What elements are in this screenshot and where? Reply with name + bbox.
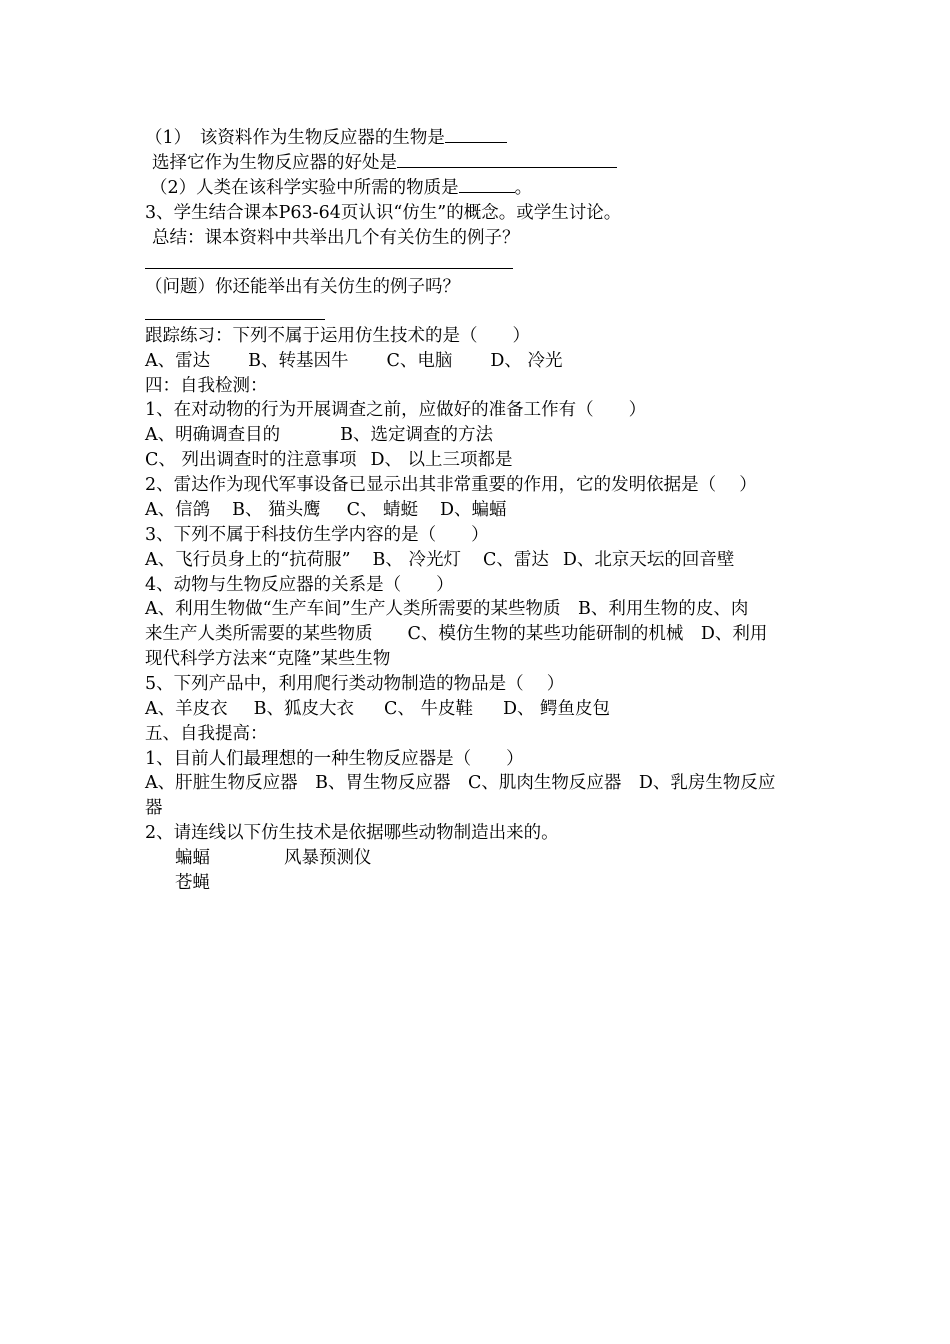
check-q4: 4、动物与生物反应器的关系是（ ） bbox=[145, 575, 454, 595]
check-q4-options-line-1: A、利用生物做“生产车间”生产人类所需要的某些物质 B、利用生物的皮、肉 bbox=[145, 599, 749, 619]
option-a: A、信鸽 bbox=[145, 500, 211, 520]
option-a: A、雷达 bbox=[145, 351, 211, 371]
check-q3-options bbox=[145, 548, 734, 572]
advantage-text: 选择它作为生物反应器的好处是 bbox=[152, 153, 397, 173]
check-q1: 1、在对动物的行为开展调查之前，应做好的准备工作有（ ） bbox=[145, 400, 647, 420]
check-q1-options-cd bbox=[145, 448, 513, 472]
option-b: B、 冷光灯 bbox=[372, 550, 461, 570]
option-b: B、选定调查的方法 bbox=[340, 425, 494, 445]
check-q4-options-line-2: 来生产人类所需要的某些物质 C、模仿生物的某些功能研制的机械 D、利用 bbox=[145, 624, 768, 644]
option-d: D、 冷光 bbox=[490, 351, 563, 371]
option-c: C、雷达 bbox=[482, 550, 549, 570]
option-c: C、 牛皮鞋 bbox=[384, 699, 473, 719]
option-b: B、狐皮大衣 bbox=[253, 699, 355, 719]
practice-options bbox=[145, 349, 563, 373]
matching-row-2 bbox=[175, 871, 210, 895]
option-a: A、明确调查目的 bbox=[145, 425, 281, 445]
answer-blank[interactable] bbox=[445, 126, 507, 143]
improve-q1: 1、目前人们最理想的一种生物反应器是（ ） bbox=[145, 749, 524, 769]
tech-storm-predictor[interactable]: 风暴预测仪 bbox=[284, 848, 372, 868]
check-q2-options bbox=[145, 498, 507, 522]
item-3-line: 3、学生结合课本P63-64页认识“仿生”的概念。或学生讨论。 bbox=[145, 203, 622, 223]
option-b: B、转基因牛 bbox=[248, 351, 349, 371]
check-q3: 3、下列不属于科技仿生学内容的是（ ） bbox=[145, 525, 489, 545]
check-q4-options-line-3: 现代科学方法来“克隆”某些生物 bbox=[145, 649, 391, 669]
problem-line: （问题）你还能举出有关仿生的例子吗？ bbox=[145, 277, 460, 297]
option-b: B、 猫头鹰 bbox=[232, 500, 321, 520]
option-c: C、电脑 bbox=[386, 351, 453, 371]
check-q5: 5、下列产品中，利用爬行类动物制造的物品是（ ） bbox=[145, 674, 565, 694]
check-q1-options-ab bbox=[145, 423, 493, 447]
question-1-text: （1） 该资料作为生物反应器的生物是 bbox=[145, 128, 445, 148]
question-2-text: （2）人类在该科学实验中所需的物质是 bbox=[150, 178, 459, 198]
advantage-line bbox=[152, 151, 617, 175]
animal-bat[interactable]: 蝙蝠 bbox=[175, 848, 210, 868]
option-c: C、 列出调查时的注意事项 bbox=[145, 450, 357, 470]
option-c: C、 蜻蜓 bbox=[346, 500, 419, 520]
period: 。 bbox=[514, 178, 533, 198]
section-5-heading: 五、自我提高： bbox=[145, 724, 268, 744]
check-q5-options bbox=[145, 697, 610, 721]
improve-q1-options: A、肝脏生物反应器 B、胃生物反应器 C、肌肉生物反应器 D、乳房生物反应 bbox=[145, 773, 776, 793]
matching-row-1 bbox=[175, 846, 372, 870]
option-a: A、飞行员身上的“抗荷服” bbox=[145, 550, 351, 570]
answer-blank[interactable] bbox=[459, 176, 515, 193]
option-d: D、 鳄鱼皮包 bbox=[502, 699, 611, 719]
question-2-line bbox=[150, 176, 532, 200]
question-1-line bbox=[145, 126, 507, 150]
summary-line: 总结：课本资料中共举出几个有关仿生的例子？ bbox=[152, 228, 520, 248]
option-d: D、北京天坛的回音壁 bbox=[562, 550, 735, 570]
improve-q1-options-wrap: 器 bbox=[145, 798, 163, 818]
improve-q2: 2、请连线以下仿生技术是依据哪些动物制造出来的。 bbox=[145, 823, 559, 843]
problem-answer-blank[interactable] bbox=[145, 319, 325, 320]
option-d: D、蝙蝠 bbox=[440, 500, 507, 520]
check-q2: 2、雷达作为现代军事设备已显示出其非常重要的作用，它的发明依据是（ ） bbox=[145, 475, 757, 495]
summary-answer-blank[interactable] bbox=[145, 268, 513, 269]
animal-fly[interactable]: 苍蝇 bbox=[175, 873, 210, 893]
option-a: A、羊皮衣 bbox=[145, 699, 228, 719]
practice-question: 跟踪练习：下列不属于运用仿生技术的是（ ） bbox=[145, 326, 530, 346]
answer-blank[interactable] bbox=[397, 151, 617, 168]
option-d: D、 以上三项都是 bbox=[370, 450, 513, 470]
section-4-heading: 四：自我检测： bbox=[145, 376, 268, 396]
